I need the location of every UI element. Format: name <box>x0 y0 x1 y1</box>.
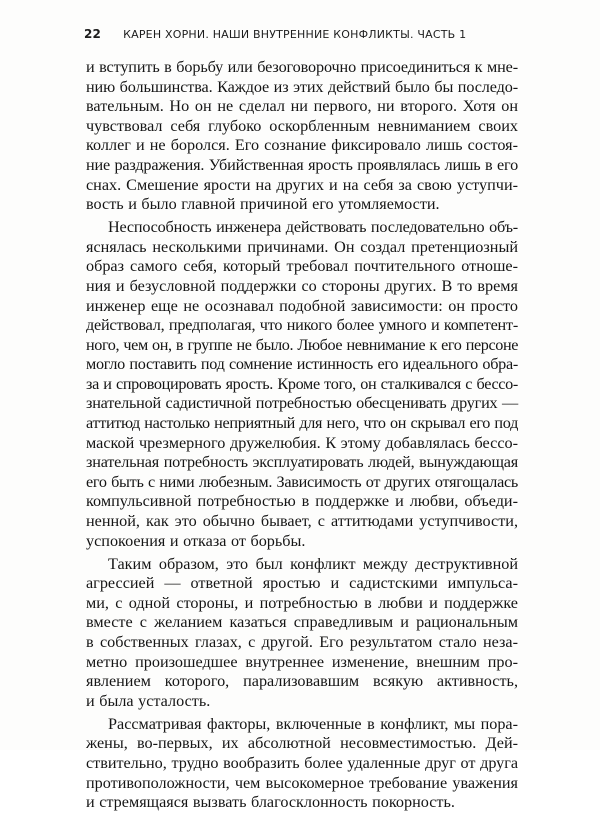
text-line: ния и безусловной поддержки со стороны других. В то время <box>86 276 518 295</box>
text-line: маской чрезмерного дружелюбия. К этому добавлялась бессо- <box>86 433 518 452</box>
running-header <box>84 27 466 41</box>
text-line: могло поставить под сомнение истинность его идеального обра- <box>86 355 518 374</box>
text-line: действовал, предполагая, что никого более умного и компетент- <box>86 316 518 335</box>
paragraph <box>86 555 518 712</box>
text-line: инженер еще не осознавал подобной зависимости: он просто <box>86 296 518 315</box>
paragraph <box>86 715 518 813</box>
text-line: нию большинства. Каждое из этих действий было бы последо- <box>86 77 518 96</box>
text-line: агрессией — ответной яростью и садистскими импульса- <box>86 574 518 593</box>
text-line: аттитюд настолько неприятный для него, что он скрывал его под <box>86 414 518 433</box>
text-line: ствительно, трудно вообразить более удаленные друг от друга <box>86 753 518 772</box>
text-line: вательным. Но он не сделал ни первого, ни второго. Хотя он <box>86 97 518 116</box>
text-line: знательная потребность эксплуатировать людей, вынуждающая <box>86 453 518 472</box>
text-line: ми, с одной стороны, и потребностью в любви и поддержке <box>86 593 518 612</box>
running-title: КАРЕН ХОРНИ. НАШИ ВНУТРЕННИЕ КОНФЛИКТЫ. ЧАСТЬ 1 <box>123 28 467 41</box>
text-line: и стремящаяся вызвать благосклонность покорность. <box>86 793 455 812</box>
text-line: за и спровоцировать ярость. Кроме того, он сталкивался с бессо- <box>86 374 518 393</box>
text-line: ние раздражения. Убийственная ярость проявлялась лишь в его <box>86 155 518 174</box>
text-line: образ самого себя, который требовал почтительного отноше- <box>86 257 518 276</box>
text-line: Рассматривая факторы, включенные в конфликт, мы пора- <box>108 714 518 733</box>
text-line: знательной садистичной потребностью обесценивать других — <box>86 394 518 413</box>
text-line: Таким образом, это был конфликт между деструктивной <box>108 554 518 573</box>
paragraph <box>86 58 518 215</box>
body-text <box>86 58 518 813</box>
text-line: чувствовал себя глубоко оскорбленным невниманием своих <box>86 116 518 135</box>
paragraph <box>86 218 518 551</box>
text-line: жены, во-первых, их абсолютной несовместимостью. Дей- <box>86 734 518 753</box>
text-line: ненной, как это обычно бывает, с аттитюдами уступчивости, <box>86 512 518 531</box>
text-line: успокоения и отказа от борьбы. <box>86 531 306 550</box>
text-line: и вступить в борьбу или безоговорочно присоединиться к мне- <box>86 58 518 76</box>
text-line: компульсивной потребностью в поддержке и любви, объеди- <box>86 492 518 511</box>
text-line: метно произошедшее внутреннее изменение, внешним про- <box>86 652 518 671</box>
text-line: ного, чем он, в группе не было. Любое невнимание к его персоне <box>86 335 518 354</box>
text-line: коллег и не боролся. Его сознание фиксировало лишь состоя- <box>86 136 518 155</box>
page-number: 22 <box>84 27 102 41</box>
text-line: явлением которого, парализовавшим всякую активность, <box>86 672 518 691</box>
text-line: вость и было главной причиной его утомляемости. <box>86 195 440 214</box>
text-line: яснялась несколькими причинами. Он создал претенциозный <box>86 237 518 256</box>
text-line: и была усталость. <box>86 691 211 710</box>
text-line: противоположности, чем высокомерное требование уважения <box>86 773 518 792</box>
text-line: снах. Смешение ярости на других и на себя за свою уступчи- <box>86 175 518 194</box>
text-line: вместе с желанием казаться справедливым и рациональным <box>86 613 518 632</box>
text-line: Неспособность инженера действовать последовательно объ- <box>108 218 518 237</box>
text-line: его быть с ними любезным. Зависимость от других отягощалась <box>86 472 518 491</box>
text-line: в собственных глазах, с другой. Его результатом стало неза- <box>86 633 518 651</box>
